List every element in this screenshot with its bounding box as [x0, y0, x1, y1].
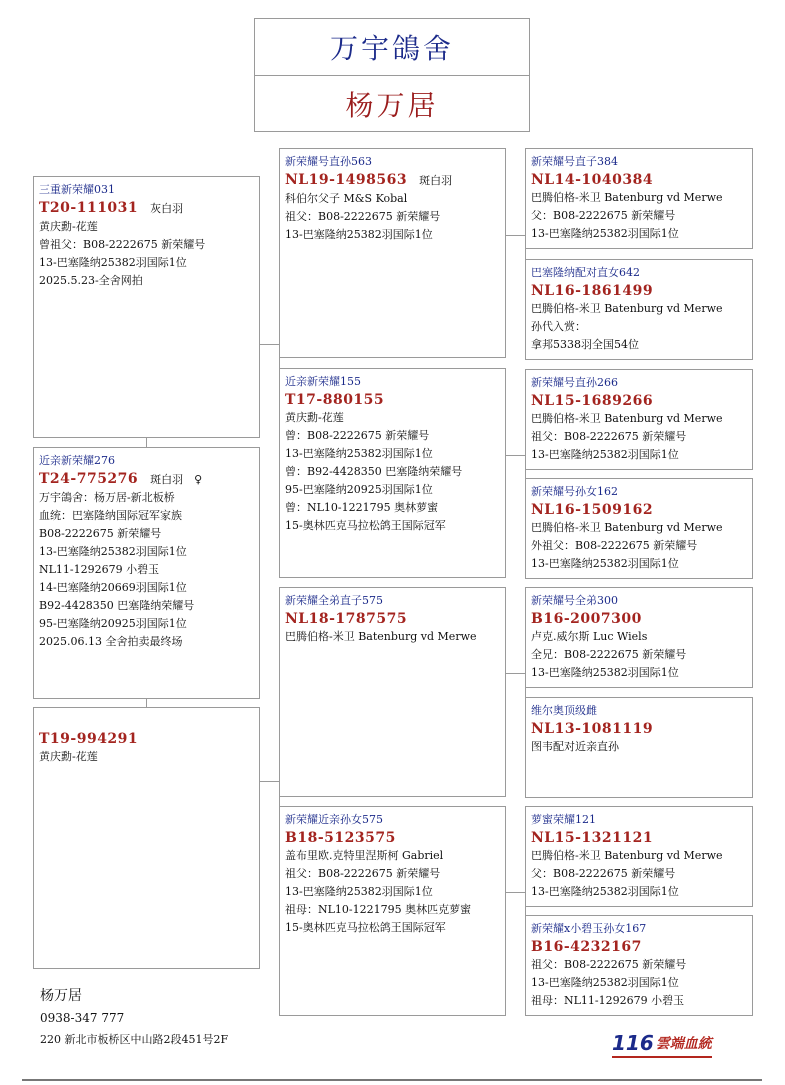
dam-dam-card	[279, 806, 506, 1016]
info-line: 祖父：B08-2222675 新荣耀号	[531, 958, 687, 971]
info-line: 父：B08-2222675 新荣耀号	[531, 867, 676, 880]
info-line: B92-4428350 巴塞隆纳荣耀号	[39, 599, 195, 612]
info-line: 血统：巴塞隆纳国际冠军家族	[39, 509, 182, 522]
info-line: B08-2222675 新荣耀号	[39, 527, 162, 540]
ring-number: T19-994291	[39, 731, 139, 747]
ring-number: T20-111031	[39, 200, 139, 216]
info-line: 13-巴塞隆纳25382羽国际1位	[531, 227, 679, 240]
info-line: 巴腾伯格-米卫 Batenburg vd Merwe	[531, 412, 723, 425]
ring-number: NL16-1509162	[531, 502, 654, 518]
color-note: 斑白羽	[419, 174, 453, 187]
ring-number: B18-5123575	[285, 830, 396, 846]
pigeon-name: 新荣耀号直子384	[531, 155, 618, 168]
loft-name: 万宇鴿舍	[329, 32, 454, 65]
info-line: 15-奥林匹克马拉松鸽王国际冠军	[285, 921, 446, 934]
subject-card	[33, 447, 260, 699]
info-line: 巴腾伯格-米卫 Batenburg vd Merwe	[531, 521, 723, 534]
pigeon-name: 维尔奥顶级雌	[531, 704, 597, 717]
info-line: 曾：NL10-1221795 奥林萝蜜	[285, 501, 439, 514]
info-line: 曾祖父：B08-2222675 新荣耀号	[39, 238, 206, 251]
sire-sire-sire-card	[525, 148, 753, 249]
info-line: 13-巴塞隆纳25382羽国际1位	[531, 448, 679, 461]
color-note: 灰白羽	[150, 202, 184, 215]
contact-phone: 0938-347 777	[40, 1011, 125, 1025]
loft-header	[254, 18, 530, 132]
info-line: NL11-1292679 小碧玉	[39, 563, 160, 576]
pigeon-name: 新荣耀号全弟300	[531, 594, 618, 607]
info-line: 13-巴塞隆纳25382羽国际1位	[285, 885, 433, 898]
info-line: 13-巴塞隆纳25382羽国际1位	[39, 256, 187, 269]
info-line: 巴腾伯格-米卫 Batenburg vd Merwe	[531, 191, 723, 204]
info-line: 95-巴塞隆纳20925羽国际1位	[285, 483, 433, 496]
pigeon-name: 新荣耀号孙女162	[531, 485, 618, 498]
info-line: 黄庆勳-花莲	[285, 411, 344, 424]
connector-line	[146, 437, 147, 447]
info-line: 拿邦5338羽全国54位	[531, 338, 639, 351]
info-line: 13-巴塞隆纳25382羽国际1位	[285, 447, 433, 460]
info-line: 巴腾伯格-米卫 Batenburg vd Merwe	[285, 630, 477, 643]
sire-sire-dam-card	[525, 259, 753, 360]
info-line: 15-奥林匹克马拉松鸽王国际冠军	[285, 519, 446, 532]
info-line: 孙代入赏：	[531, 320, 586, 333]
pigeon-name: 近亲新荣耀155	[285, 375, 361, 388]
sire-dam-sire-card	[525, 369, 753, 470]
contact-name: 杨万居	[40, 988, 82, 1004]
dam-dam-dam-card	[525, 915, 753, 1016]
contact-address: 220 新北市板桥区中山路2段451号2F	[40, 1033, 229, 1046]
brand-logo	[612, 1031, 712, 1055]
info-line: 14-巴塞隆纳20669羽国际1位	[39, 581, 187, 594]
info-line: 2025.06.13 全舍拍卖最终场	[39, 635, 183, 648]
info-line: 95-巴塞隆纳20925羽国际1位	[39, 617, 187, 630]
info-line: 13-巴塞隆纳25382羽国际1位	[531, 885, 679, 898]
owner-name: 杨万居	[345, 89, 439, 122]
info-line: 祖父：B08-2222675 新荣耀号	[531, 430, 687, 443]
dam-card	[33, 707, 260, 969]
connector-line	[505, 892, 525, 893]
ring-number: NL15-1689266	[531, 393, 654, 409]
ring-number: T17-880155	[285, 392, 385, 408]
bottom-divider	[22, 1079, 762, 1081]
info-line: 巴腾伯格-米卫 Batenburg vd Merwe	[531, 302, 723, 315]
info-line: 黄庆勳-花莲	[39, 220, 98, 233]
info-line: 黄庆勳-花莲	[39, 750, 98, 763]
contact-block	[40, 985, 228, 1051]
info-line: 盖布里欧.克特里涅斯柯 Gabriel	[285, 849, 444, 862]
info-line: 祖母：NL10-1221795 奥林匹克萝蜜	[285, 903, 472, 916]
pigeon-name: 近亲新荣耀276	[39, 454, 115, 467]
ring-number: T24-775276	[39, 471, 139, 487]
info-line: 13-巴塞隆纳25382羽国际1位	[531, 976, 679, 989]
info-line: 祖父：B08-2222675 新荣耀号	[285, 210, 441, 223]
pigeon-name: 萝蜜荣耀121	[531, 813, 596, 826]
info-line: 2025.5.23-全舍网拍	[39, 274, 143, 287]
info-line: 13-巴塞隆纳25382羽国际1位	[39, 545, 187, 558]
info-line: 外祖父：B08-2222675 新荣耀号	[531, 539, 698, 552]
logo-underline	[612, 1056, 712, 1058]
info-line: 13-巴塞隆纳25382羽国际1位	[531, 557, 679, 570]
ring-number: NL13-1081119	[531, 721, 654, 737]
info-line: 图韦配对近亲直孙	[531, 740, 619, 753]
logo-text: 雲端血統	[655, 1036, 712, 1052]
connector-line	[505, 455, 525, 456]
info-line: 全兄：B08-2222675 新荣耀号	[531, 648, 687, 661]
info-line: 13-巴塞隆纳25382羽国际1位	[285, 228, 433, 241]
connector-line	[146, 698, 147, 707]
connector-line	[259, 344, 279, 345]
pigeon-name: 新荣耀全弟直子575	[285, 594, 383, 607]
pigeon-name: 三重新荣耀031	[39, 183, 115, 196]
sire-dam-card	[279, 368, 506, 578]
pigeon-name: 新荣耀近亲孙女575	[285, 813, 383, 826]
connector-line	[505, 673, 525, 674]
info-line: 科伯尔父子 M&S Kobal	[285, 192, 408, 205]
ring-number: B16-4232167	[531, 939, 642, 955]
ring-number: B16-2007300	[531, 611, 642, 627]
pigeon-name: 新荣耀号直孙266	[531, 376, 618, 389]
sire-sire-card	[279, 148, 506, 358]
ring-number: NL14-1040384	[531, 172, 654, 188]
pigeon-name: 新荣耀x小碧玉孙女167	[531, 922, 647, 935]
info-line: 曾：B92-4428350 巴塞隆纳荣耀号	[285, 465, 463, 478]
ring-number: NL16-1861499	[531, 283, 654, 299]
dam-sire-sire-card	[525, 587, 753, 688]
pigeon-name: 巴塞隆纳配对直女642	[531, 266, 640, 279]
info-line: 父：B08-2222675 新荣耀号	[531, 209, 676, 222]
logo-number: 116	[612, 1031, 654, 1055]
connector-line	[505, 235, 525, 236]
info-line: 祖母：NL11-1292679 小碧玉	[531, 994, 685, 1007]
sire-card	[33, 176, 260, 438]
ring-number: NL19-1498563	[285, 172, 408, 188]
dam-sire-dam-card	[525, 697, 753, 798]
info-line: 祖父：B08-2222675 新荣耀号	[285, 867, 441, 880]
dam-dam-sire-card	[525, 806, 753, 907]
dam-sire-card	[279, 587, 506, 797]
color-sex-note: 斑白羽 ♀	[150, 473, 203, 486]
info-line: 13-巴塞隆纳25382羽国际1位	[531, 666, 679, 679]
ring-number: NL15-1321121	[531, 830, 654, 846]
info-line: 曾：B08-2222675 新荣耀号	[285, 429, 430, 442]
connector-line	[259, 781, 279, 782]
pigeon-name: 新荣耀号直孙563	[285, 155, 372, 168]
info-line: 万宇鴿舍：杨万居-新北板桥	[39, 491, 175, 504]
sire-dam-dam-card	[525, 478, 753, 579]
info-line: 巴腾伯格-米卫 Batenburg vd Merwe	[531, 849, 723, 862]
info-line: 卢克.威尔斯 Luc Wiels	[531, 630, 648, 643]
ring-number: NL18-1787575	[285, 611, 408, 627]
